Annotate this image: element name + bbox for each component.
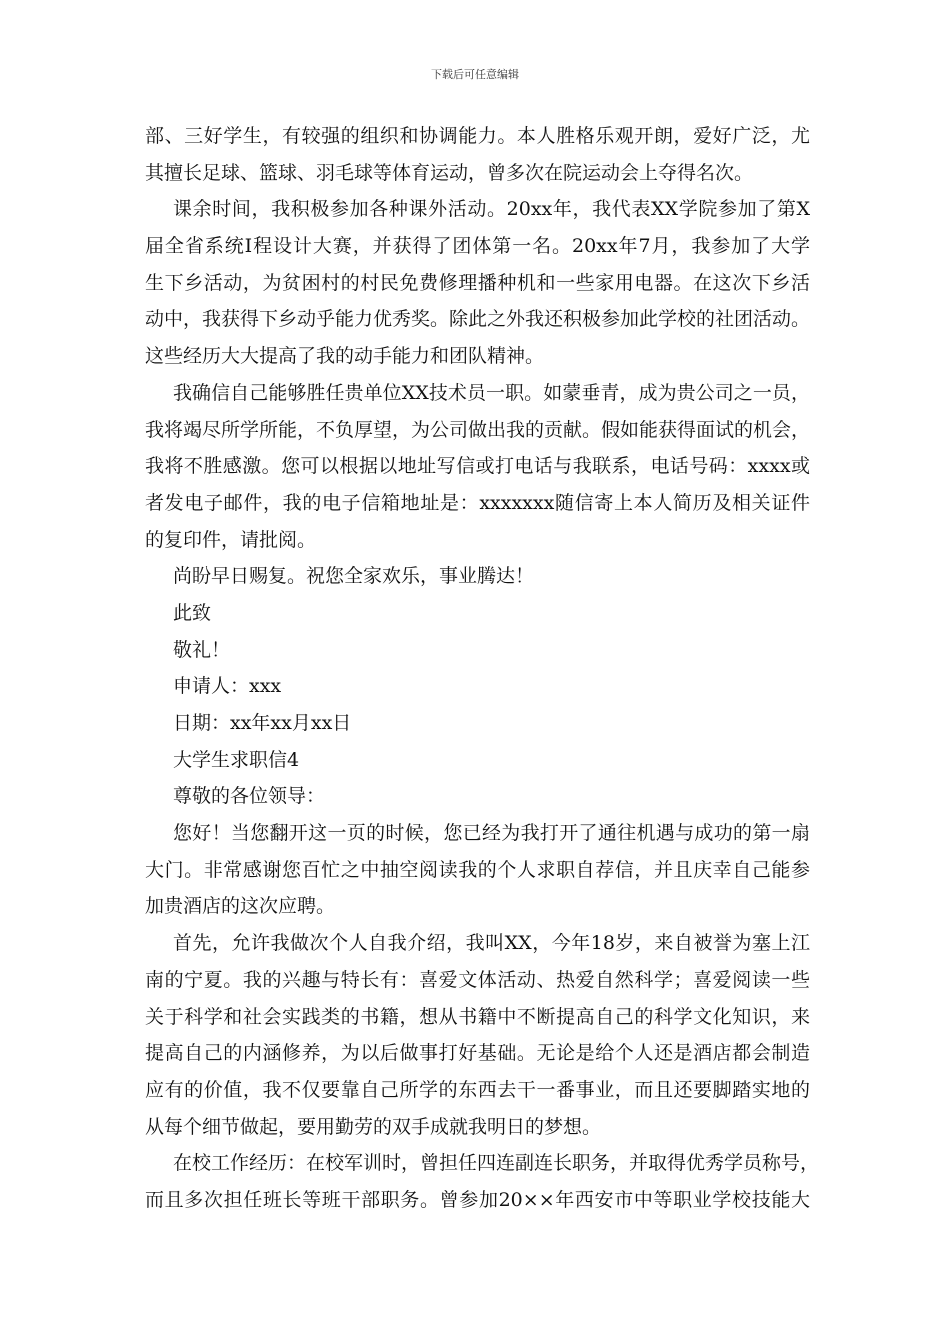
page-header-note: 下载后可任意编辑 [431, 68, 519, 81]
text-line: 其擅长足球、篮球、羽毛球等体育运动，曾多次在院运动会上夺得名次。 [145, 161, 754, 184]
text-line: 应有的价值，我不仅要靠自己所学的东西去干一番事业，而且还要脚踏实地的 [145, 1078, 810, 1101]
text-line: 在校工作经历：在校军训时，曾担任四连副连长职务，并取得优秀学员称号， [173, 1152, 820, 1175]
text-line: 关于科学和社会实践类的书籍，想从书籍中不断提高自己的科学文化知识，来 [145, 1005, 810, 1028]
text-line: 我将竭尽所学所能，不负厚望，为公司做出我的贡献。假如能获得面试的机会， [145, 418, 811, 441]
text-line: 尊敬的各位领导： [173, 785, 326, 808]
text-line: 届全省系统Ⅰ程设计大赛，并获得了团体第一名。20xx年7月，我参加了大学 [145, 235, 810, 258]
text-line: 我确信自己能够胜任贵单位XX技术员一职。如蒙垂青，成为贵公司之一员， [173, 381, 810, 404]
text-line: 的复印件，请批阅。 [145, 528, 317, 551]
text-line: 大学生求职信4 [173, 748, 300, 771]
text-line: 敬礼！ [173, 638, 231, 661]
text-line: 南的宁夏。我的兴趣与特长有：喜爱文体活动、热爱自然科学；喜爱阅读一些 [145, 968, 810, 991]
text-line: 生下乡活动，为贫困村的村民免费修理播种机和一些家用电器。在这次下乡活 [145, 271, 810, 294]
text-line: 课余时间，我积极参加各种课外活动。20xx年，我代表XX学院参加了第X [173, 198, 810, 221]
text-line: 申请人：xxx [173, 675, 282, 698]
text-line: 大门。非常感谢您百忙之中抽空阅读我的个人求职自荐信，并且庆幸自己能参 [145, 858, 810, 881]
text-line: 尚盼早日赐复。祝您全家欢乐，事业腾达！ [173, 565, 535, 588]
document-body [145, 118, 820, 1219]
text-line: 这些经历大大提高了我的动手能力和团队精神。 [145, 345, 545, 368]
text-line: 您好！当您翻开这一页的时候，您已经为我打开了通往机遇与成功的第一扇 [173, 822, 810, 845]
text-line: 加贵酒店的这次应聘。 [145, 895, 336, 918]
text-line: 首先，允许我做次个人自我介绍，我叫XX，今年18岁，来自被誉为塞上江 [173, 932, 810, 955]
text-line: 我将不胜感激。您可以根据以地址写信或打电话与我联系，电话号码：xxxx或 [145, 455, 810, 478]
text-line: 者发电子邮件，我的电子信箱地址是：xxxxxxx随信寄上本人简历及相关证件 [145, 491, 810, 514]
text-line: 而且多次担任班长等班干部职务。曾参加20××年西安市中等职业学校技能大 [145, 1188, 810, 1211]
text-line: 从每个细节做起，要用勤劳的双手成就我明日的梦想。 [145, 1115, 602, 1138]
text-line: 部、三好学生，有较强的组织和协调能力。本人胜格乐观开朗，爱好广泛，尤 [145, 125, 810, 147]
text-line: 提高自己的内涵修养，为以后做事打好基础。无论是给个人还是酒店都会制造 [145, 1042, 810, 1065]
text-line: 日期：xx年xx月xx日 [173, 712, 352, 734]
text-line: 此致 [173, 601, 212, 624]
text-line: 动中，我获得下乡动乎能力优秀奖。除此之外我还积极参加此学校的社团活动。 [145, 308, 811, 331]
